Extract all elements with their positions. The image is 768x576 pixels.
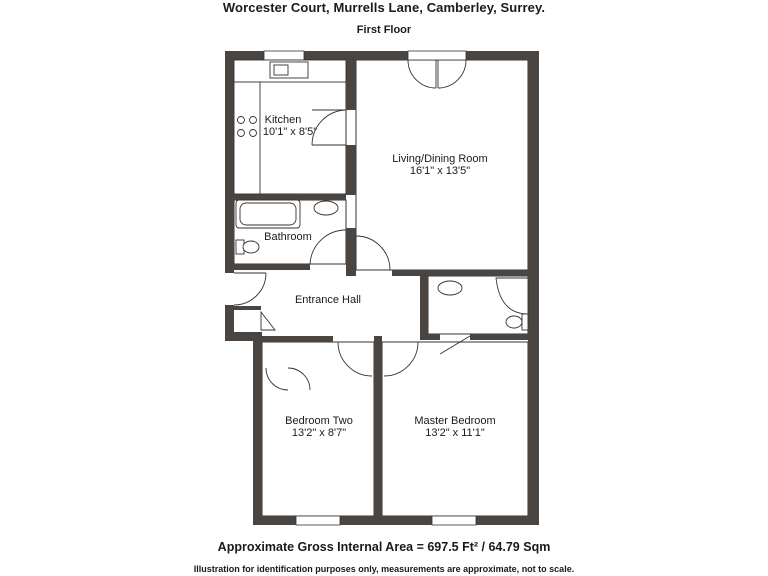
bedroom-two-label: Bedroom Two [285,415,353,427]
master-bedroom-label: Master Bedroom [414,415,496,427]
bedroom-two-dims: 13'2" x 8'7" [291,427,347,439]
plan-title: Worcester Court, Murrells Lane, Camberley, Surrey. [222,0,546,15]
kitchen-dims: 10'1" x 8'5" [262,126,318,138]
disclaimer: Illustration for identification purposes only, measurements are approximate, not to scale. [193,564,575,574]
hall-label: Entrance Hall [294,294,362,306]
living-label: Living/Dining Room [392,153,488,165]
bathroom-label: Bathroom [264,231,312,243]
gross-area: Approximate Gross Internal Area = 697.5 Ft² / 64.79 Sqm [217,540,551,554]
floor-label: First Floor [356,24,412,36]
living-dims: 16'1" x 13'5" [409,165,471,177]
master-bedroom-dims: 13'2" x 11'1" [425,427,485,439]
kitchen-label: Kitchen [264,114,302,126]
